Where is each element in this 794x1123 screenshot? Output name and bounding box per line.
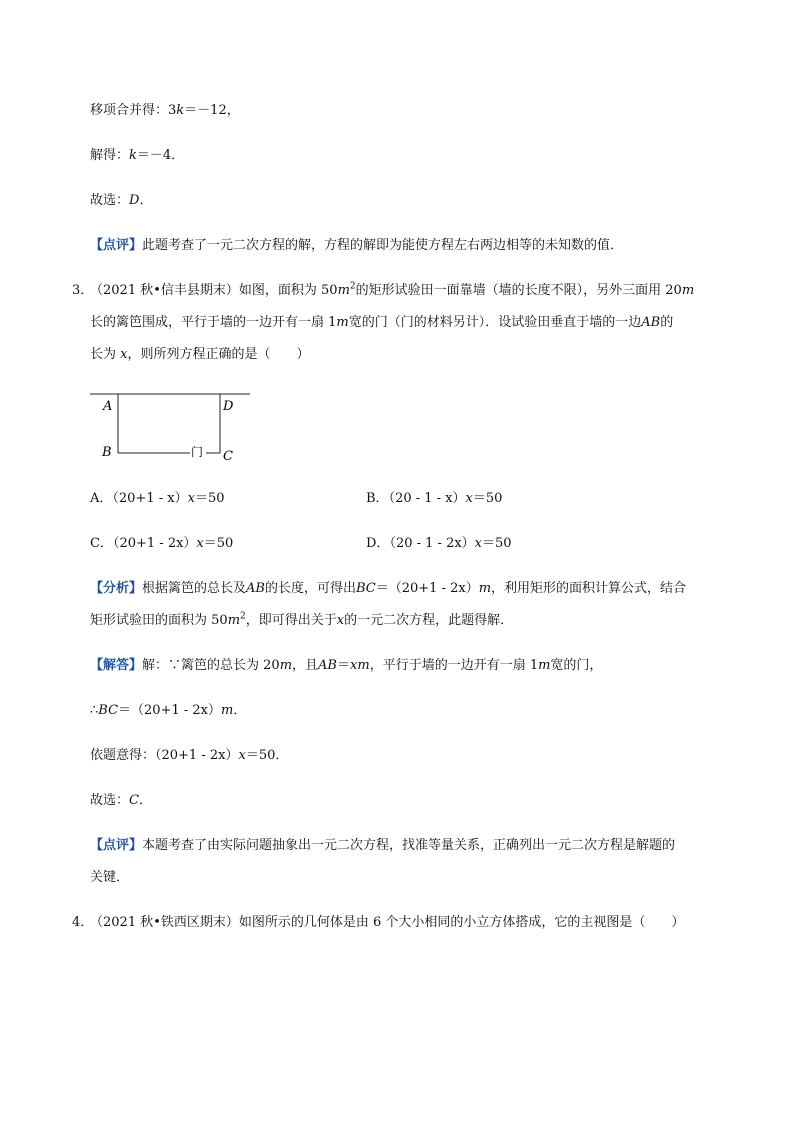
answer-line-2: ∴BC＝（20+1 - 2x）m．: [90, 703, 247, 718]
option-c[interactable]: C．（20+1 - 2x）x＝50: [90, 536, 234, 551]
answer-line-4: 故选：C．: [90, 793, 152, 808]
option-b[interactable]: B．（20 - 1 - x）x＝50: [366, 491, 503, 506]
comment-paragraph: 【点评】此题考查了一元二次方程的解，方程的解即为能使方程左右两边相等的未知数的值．: [90, 238, 624, 253]
solution-choice: 故选：D．: [90, 193, 153, 208]
analysis-line-2: 矩形试验田的面积为 $50m^2$，即可得出关于x的一元二次方程，此题得解．: [90, 611, 514, 628]
answer-tag: 【解答】: [90, 658, 143, 673]
question-stem-line-2: 长的篱笆围成，平行于墙的一边开有一扇 1m宽的门（门的材料另计）．设试验田垂直于墙的一边AB的: [90, 315, 674, 330]
comment-line-1: 【点评】本题考查了由实际问题抽象出一元二次方程，找准等量关系，正确列出一元二次方程是解题的: [90, 838, 676, 853]
analysis-line-1: 【分析】根据篱笆的总长及AB的长度，可得出BC＝（20+1 - 2x）m，利用矩形的面积计算公式，结合: [90, 581, 687, 596]
answer-line-3: 依题意得：（20+1 - 2x）x＝50．: [90, 748, 289, 763]
question-stem-line-1: （2021 秋•信丰县期末）如图，面积为 $50m^2$的矩形试验田一面靠墙（墙的长度不限），另外三面用 20m: [90, 281, 695, 298]
solution-step-solve: 解得：k＝－4．: [90, 148, 185, 163]
rectangle-field-figure: [88, 390, 258, 465]
comment-tag: 【点评】: [90, 238, 143, 253]
analysis-tag: 【分析】: [90, 581, 143, 596]
label-c: C: [223, 449, 233, 464]
label-d: D: [223, 399, 234, 414]
label-door: 门: [191, 445, 204, 459]
label-a: A: [103, 399, 113, 414]
question-stem-line-3: 长为 x，则所列方程正确的是（ ）: [90, 347, 310, 362]
comment-line-2: 关键．: [90, 870, 130, 885]
option-a[interactable]: A．（20+1 - x）x＝50: [90, 491, 225, 506]
option-d[interactable]: D．（20 - 1 - 2x）x＝50: [366, 536, 512, 551]
label-b: B: [102, 445, 112, 460]
question-stem: （2021 秋•铁西区期末）如图所示的几何体是由 6 个大小相同的小立方体搭成，它的主视图是（ ）: [90, 915, 685, 930]
answer-line-1: 【解答】解：∵篱笆的总长为 20m，且AB＝xm，平行于墙的一边开有一扇 1m宽的门，: [90, 658, 603, 673]
comment-tag: 【点评】: [90, 838, 143, 853]
solution-step-combine: 移项合并得：3k＝－12，: [90, 103, 240, 118]
question-number: 4．: [72, 915, 94, 930]
question-number: 3．: [72, 283, 94, 298]
